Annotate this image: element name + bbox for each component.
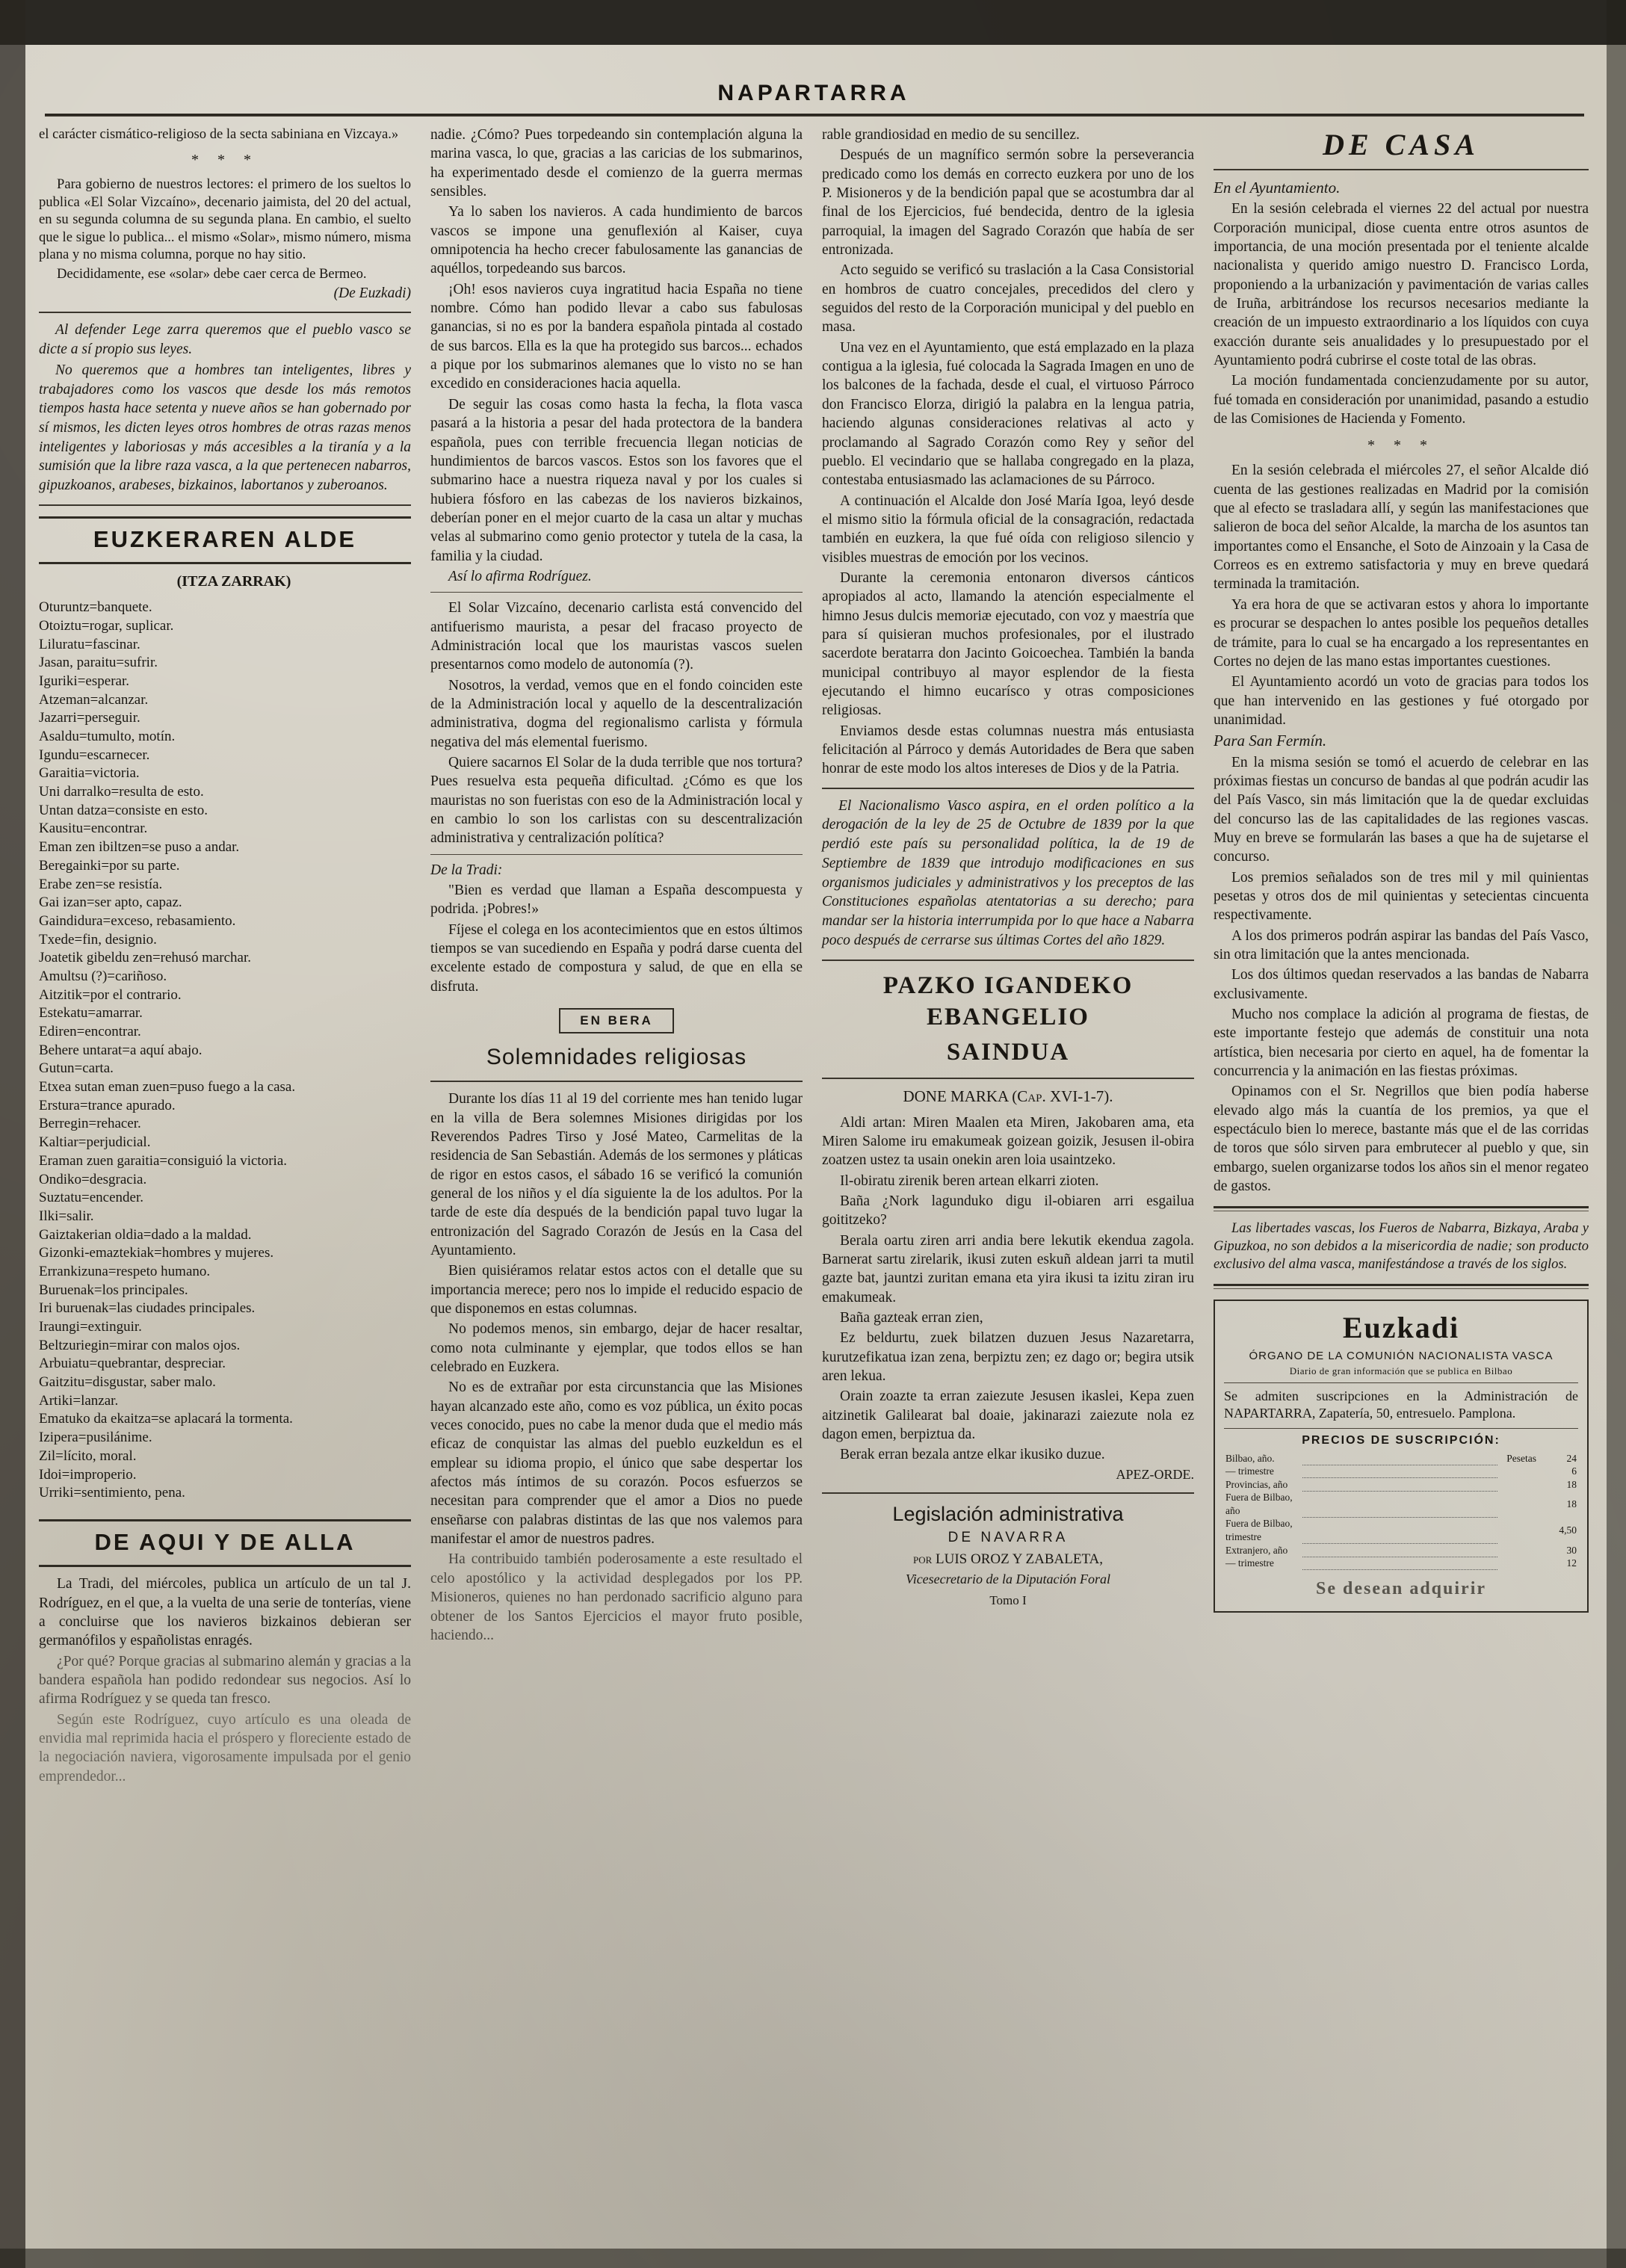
legislacion-tomo: Tomo I	[989, 1592, 1027, 1607]
col4-subhead-ayuntamiento: En el Ayuntamiento.	[1214, 179, 1341, 197]
price-value: 24	[1566, 1452, 1577, 1464]
price-spacer	[1497, 1478, 1538, 1492]
glossary-item: Untan datza=consiste en esto.	[39, 802, 208, 818]
price-spacer	[1497, 1465, 1538, 1478]
col4-paragraph-11: Opinamos con el Sr. Negrillos que bien podía haberse elevado algo más la cuantía de los premios, ya que el espectáculo bien lo merece, bastante más que el de las corridas de toros que sólo sirven para embrutecer al pueblo y que, sin embargo, suelen organizarse todos los años sin el menor regateo de gastos.	[1214, 1084, 1589, 1195]
scan-edge-right	[1607, 0, 1626, 2268]
glossary-item: Suztatu=encender.	[39, 1190, 143, 1206]
col3-paragraph-6: Durante la ceremonia entonaron diversos cánticos apropiados al acto, llamando la atención especialmente el himno Jesus dulcis memoriæ ejecutado, con voz y maestría que para sí quisieran muchos profesionales, por el ilustrado sacerdote beratarra don Jacinto Goicoechea. También la banda municipal contribuyo al mayor esplendor de la fiesta ejecutando el himno eucarísco y otras composiciones religiosas.	[822, 569, 1194, 719]
col2-article-paragraph-3: No podemos menos, sin embargo, dejar de hacer resaltar, como nota culminante y ejemplar, que todos ellos se han celebrado en Euzkera.	[430, 1321, 803, 1376]
col3-evangelio-verse-4: Berala oartu ziren arri andia bere lekutik ekendua zagola. Barnerat sartu zirelarik, ikusi zuten eskuñ aldean jarri ta mutil gazte bat, jauntzi zuritan emana eta yira ikusi ta izitu ziran iru emakumeak.	[822, 1232, 1194, 1306]
col4-divider-3	[1214, 1284, 1589, 1289]
advertisement-euzkadi[interactable]	[1214, 1300, 1589, 1613]
price-value: 18	[1566, 1478, 1577, 1490]
col2-paragraph-4: De seguir las cosas como hasta la fecha, la flota vasca pasará a la historia a pesar del hada protectora de la bandera española, pues con terrible frecuencia llegan noticias de hundimientos de barcos vascos. Estos son los favores que el submarino hace a nuestra riqueza naval y por los cuales si hubiera fósforo en las cabezas de los navieros bizkainos, deberían poner en el mejor cuarto de la casa un altar y muchas velas al submarino como genio protector y tutela de la casa, la familia y la ciudad.	[430, 396, 803, 564]
headline-de-casa: DE CASA	[1323, 128, 1480, 161]
glossary-item: Amultsu (?)=cariñoso.	[39, 968, 167, 984]
price-value: 12	[1566, 1557, 1577, 1569]
glossary-item: Urriki=sentimiento, pena.	[39, 1485, 185, 1501]
col4-motto: Las libertades vascas, los Fueros de Nabarra, Bizkaya, Araba y Gipuzkoa, no son debidos a la misericordia de nadie; son producto exclusivo del alma vasca, manifestándose a través de los siglos.	[1214, 1221, 1589, 1272]
col4-paragraph-6: En la misma sesión se tomó el acuerdo de celebrar en las próximas fiestas un concurso de bandas al que podrán acudir las del País Vasco, sin más limitación que la de quedar excluidas del concurso las de las capitalidades de las regiones vascas. Muy en breve se formularán las bases a que ha de sujetarse el concurso.	[1214, 754, 1589, 865]
glossary-item: Atzeman=alcanzar.	[39, 691, 149, 708]
col2-paragraph-2: Ya lo saben los navieros. A cada hundimiento de barcos vascos se impone una genuflexión al Kaiser, cuya omnipotencia ha hecho crecer fabulosamente las ganancias de aquéllos, torpedeando sus barcos.	[430, 204, 803, 277]
legislacion-subtitle: DE NAVARRA	[948, 1530, 1069, 1546]
glossary-item: Aitzitik=por el contrario.	[39, 986, 182, 1003]
headline-solemnidades-religiosas: Solemnidades religiosas	[486, 1045, 747, 1070]
col3-paragraph-7: Enviamos desde estas columnas nuestra más entusiasta felicitación al Párroco y demás Autoridades de Bera que saben honrar de este modo los altos intereses de Dios y de la Patria.	[822, 723, 1194, 777]
glossary-item: Gizonki-emaztekiak=hombres y mujeres.	[39, 1245, 274, 1261]
section-subtitle-itza-zarrak: (ITZA ZARRAK)	[176, 573, 291, 590]
col3-paragraph-4: Una vez en el Ayuntamiento, que está emplazado en la plaza contigua a la iglesia, fué colocada la Sagrada Imagen en uno de los balcones de la fachada, desde el cual, el virtuoso Párroco don Francisco Elorza, dirigió la palabra en la lengua patria, haciendo algunas consideraciones relativas al acto y proclamando al Sagrado Corazón como Rey y señor del pueblo. El vecindario que se hallaba congregado en la plaza, contestaba entusiasmado las aclamaciones de su Párroco.	[822, 339, 1194, 489]
price-value: 6	[1571, 1465, 1577, 1477]
col4-paragraph-7: Los premios señalados son de tres mil y mil quinientas pesetas y otros dos de mil quinientas y setecientas cincuenta respectivamente.	[1214, 869, 1589, 924]
glossary-item: Zil=lícito, moral.	[39, 1447, 137, 1464]
glossary-item: Erabe zen=se resistía.	[39, 876, 163, 892]
glossary-item: Iri buruenak=las ciudades principales.	[39, 1300, 256, 1317]
glossary-item: Buruenak=los principales.	[39, 1282, 188, 1298]
col3-paragraph-5: A continuación el Alcalde don José María Igoa, leyó desde el mismo sitio la fórmula oficial de la consagración, redactada también en euzkera, la que fué oída con religioso silencio y visibles muestras de emoción por los vecinos.	[822, 492, 1194, 566]
table-row	[1224, 1544, 1578, 1557]
col2-paragraph-3: ¡Oh! esos navieros cuya ingratitud hacia España no tiene nombre. Cómo han podido llevar a cabo sus fabulosas ganancias, si no es por la bandera española pintada al costado de sus barcos. Ella es la que ha protegido sus barcos... echados a pique por los submarinos alemanes que lo visto no se han excedido en consideraciones hacia aquella.	[430, 281, 803, 392]
glossary-item: Berregin=rehacer.	[39, 1116, 141, 1132]
col2-paragraph-8: Quiere sacarnos El Solar de la duda terrible que nos tortura? Pues resuelva esta pequeña dificultad. ¿Cómo es que los mauristas no son fueristas con eso de la Administración local y en cambio lo son los carlistas con su descentralización administrativa y centralización política?	[430, 755, 803, 847]
glossary-item: Arbuiatu=quebrantar, despreciar.	[39, 1356, 226, 1372]
glossary-item: Iraungi=extinguir.	[39, 1319, 142, 1335]
scan-edge-top	[0, 0, 1626, 45]
headline-legislacion-administrativa: Legislación administrativa	[892, 1503, 1124, 1526]
col2-divider-2	[430, 854, 803, 855]
column-2	[430, 126, 803, 1646]
column-1	[39, 126, 411, 1787]
price-label: — trimestre	[1225, 1465, 1274, 1477]
glossary-item: Iguriki=esperar.	[39, 673, 129, 689]
col2-article-paragraph-1: Durante los días 11 al 19 del corriente mes han tenido lugar en la villa de Bera solemnes Misiones dirigidas por los Reverendos Padres Tirso y José Mateo, Carmelitas de la residencia de San Sebastián. Además de los sermones y pláticas de rigor en estos casos, el sábado 16 se verificó la comunión general de los niños y el día siguiente la de los adultos. Por la tarde de este día después de la bendición papal tuvo lugar la entronización del Sagrado Corazón de Jesús en la Casa del Ayuntamiento.	[430, 1091, 803, 1258]
col4-paragraph-8: A los dos primeros podrán aspirar las bandas del País Vasco, sin otra limitación que la antes mencionada.	[1214, 927, 1589, 962]
ad-subtitle-organo: ÓRGANO DE LA COMUNIÓN NACIONALISTA VASCA	[1249, 1350, 1554, 1363]
glossary-item: Eraman zuen garaitia=consiguió la victoria.	[39, 1152, 287, 1169]
col1-quote-line-1: Al defender Lege zarra queremos que el pueblo vasco se dicte a sí propio sus leyes.	[39, 322, 411, 358]
price-label: Fuera de Bilbao, trimestre	[1225, 1518, 1293, 1542]
glossary-item: Artiki=lanzar.	[39, 1392, 119, 1409]
col1-s2-paragraph-1: La Tradi, del miércoles, publica un artículo de un tal J. Rodríguez, en el que, a la vuelta de una serie de tonterías, viene a concluirse que los navieros bizkainos debieran ser germanófilos y españolistas enragés.	[39, 1576, 411, 1649]
col3-evangelio-verse-2: Il-obiratu zirenik beren artean elkarri zioten.	[840, 1172, 1099, 1189]
col3-evangelio-verse-7: Orain zoazte ta erran zaiezute Jesusen ikaslei, Kepa zuen aitzinetik Galilearat bal doaie, jakinarazi zaiezute nola ez dagon emen, berpiztua da.	[822, 1388, 1194, 1443]
glossary-item: Gaitzitu=disgustar, saber malo.	[39, 1374, 216, 1391]
price-spacer	[1497, 1557, 1538, 1570]
glossary-item: Ediren=encontrar.	[39, 1024, 141, 1040]
price-dots	[1302, 1517, 1497, 1543]
glossary-item: Gai izan=ser apto, capaz.	[39, 894, 182, 911]
glossary-item: Eman zen ibiltzen=se puso a andar.	[39, 839, 240, 856]
col3-signature-apez-orde: APEZ-ORDE.	[1116, 1466, 1194, 1482]
col2-paragraph-10: "Bien es verdad que llaman a España descompuesta y podrida. ¡Pobres!»	[430, 883, 803, 918]
glossary-item: Igundu=escarnecer.	[39, 747, 150, 763]
col3-quote-block	[822, 788, 1194, 961]
col4-paragraph-5: El Ayuntamiento acordó un voto de gracias para todos los que han intervenido en las gestiones y fué otorgado por unanimidad.	[1214, 674, 1589, 728]
col2-paragraph-5: Así lo afirma Rodríguez.	[448, 568, 592, 584]
headline-saindua: SAINDUA	[946, 1039, 1070, 1066]
price-label: Provincias, año	[1225, 1478, 1288, 1490]
glossary-item: Gaiztakerian oldia=dado a la maldad.	[39, 1226, 252, 1243]
evangelio-reference: DONE MARKA (Cap. XVI-1-7).	[903, 1087, 1113, 1106]
section-title-de-aqui-y-de-alla: DE AQUI Y DE ALLA	[39, 1519, 411, 1567]
glossary-item: Txede=fin, designio.	[39, 931, 157, 948]
glossary-item: Otoiztu=rogar, suplicar.	[39, 617, 174, 634]
glossary-item: Erstura=trance apurado.	[39, 1097, 176, 1113]
glossary-item: Asaldu=tumulto, motín.	[39, 729, 176, 745]
glossary-item: Behere untarat=a aquí abajo.	[39, 1042, 203, 1058]
col1-paragraph-2: Decididamente, ese «solar» debe caer cerca de Bermeo.	[57, 265, 367, 282]
glossary-item: Ondiko=desgracia.	[39, 1171, 147, 1187]
ad-footer-text: Se desean adquirir	[1315, 1579, 1487, 1599]
price-dots	[1302, 1452, 1497, 1465]
col3-paragraph-3: Acto seguido se verificó su traslación a la Casa Consistorial en hombros de cuatro concejales, precedidos del clero y seguidos del resto de la Corporación municipal y del pueblo en masa.	[822, 262, 1194, 336]
table-row	[1224, 1557, 1578, 1570]
price-value: 4,50	[1559, 1524, 1577, 1536]
col4-paragraph-3: En la sesión celebrada el miércoles 27, el señor Alcalde dió cuenta de las gestiones realizadas en Madrid por la comisión que al efecto se trasladara allí, y según las manifestaciones que salieron de boca del señor Alcalde, la marcha de los asuntos tan importantes como el Ensanche, el Soto de Ainzoain y la Casa de Correos es en extremo satisfactoria y muy en breve quedará terminada la tramitación.	[1214, 463, 1589, 593]
col1-s2-paragraph-3: Según este Rodríguez, cuyo artículo es una oleada de envidia mal reprimida hacia el próspero y floreciente estado de la negociación naviera, vigorosamente impulsada por el genio emprendedor...	[39, 1711, 411, 1785]
section-title-euzkeraren-alde: EUZKERAREN ALDE	[39, 516, 411, 564]
glossary-list	[39, 599, 411, 1503]
table-row	[1224, 1478, 1578, 1492]
headline-pazko-igandeko-ebangelio: PAZKO IGANDEKO EBANGELIO	[882, 971, 1134, 1031]
col4-paragraph-10: Mucho nos complace la adición al programa de fiestas, de este importante festejo que además de constituir una nota artística, bien necesaria por cierto en aquel, ha de fomentar la concurrencia y la animación en las fiestas próximas.	[1214, 1007, 1589, 1080]
col2-article-paragraph-5: Ha contribuido también poderosamente a este resultado el celo apostólico y la actividad desplegados por los PP. Misioneros, quienes no han perdonado sacrificio alguno para obtener de los Santos Ejercicios el mayor fruto posible, haciendo...	[430, 1551, 803, 1643]
price-label: — trimestre	[1225, 1557, 1274, 1569]
column-3	[822, 126, 1194, 1609]
glossary-item: Joatetik gibeldu zen=rehusó marchar.	[39, 950, 252, 966]
col1-quote-line-2: No queremos que a hombres tan inteligentes, libres y trabajadores como los vascos que desde los más remotos tiempos hasta hace setenta y nueve años se han gobernado por sí mismos, les dicten leyes otros hombres de otras razas menos inteligentes y laboriosas y más accesibles a la tiranía y a la sumisión que la libre raza vasca, a la que pertenecen nabarros, gipuzkoanos, arabeses, bizkainos, labortanos y zuberoanos.	[39, 362, 411, 494]
col1-signature: (De Euzkadi)	[333, 285, 411, 301]
price-header-unit: Pesetas	[1506, 1452, 1536, 1464]
col2-article-paragraph-2: Bien quisiéramos relatar estos actos con el detalle que su importancia merece; pero nos lo impide el reducido espacio de que disponemos en estas columnas.	[430, 1263, 803, 1317]
price-dots	[1302, 1465, 1497, 1478]
kicker-en-bera: EN BERA	[559, 1008, 674, 1033]
col2-paragraph-1: nadie. ¿Cómo? Pues torpedeando sin contemplación alguna la marina vasca, lo que, gracias a las caricias de los submarinos, ha experimentado desde el comienzo de la guerra mermas sensibles.	[430, 127, 803, 200]
col3-divider-1	[822, 1078, 1194, 1079]
col4-paragraph-2: La moción fundamentada concienzudamente por su autor, fué tomada en consideración por unanimidad, pasando a estudio de las Comisiones de Hacienda y Fomento.	[1214, 373, 1589, 427]
price-dots	[1302, 1557, 1497, 1570]
price-value: 30	[1566, 1544, 1577, 1556]
glossary-item: Ematuko da ekaitza=se aplacará la tormenta.	[39, 1411, 293, 1427]
col3-divider-2	[822, 1492, 1194, 1494]
glossary-item: Gutun=carta.	[39, 1060, 114, 1077]
glossary-item: Beltzuriegin=mirar con malos ojos.	[39, 1337, 241, 1353]
col1-quote-block	[39, 312, 411, 506]
table-row	[1224, 1491, 1578, 1517]
glossary-item: Jazarri=perseguir.	[39, 710, 140, 726]
price-label: Fuera de Bilbao, año	[1225, 1492, 1293, 1516]
column-4	[1214, 126, 1589, 1613]
col2-divider-1	[430, 592, 803, 593]
col2-paragraph-9: De la Tradi:	[430, 862, 503, 878]
price-value: 18	[1566, 1498, 1577, 1510]
col3-evangelio-verse-1: Aldi artan: Miren Maalen eta Miren, Jakobaren ama, eta Miren Salome iru emakumeak goizean goizik, Jesusen il-obira zoatzen ustez ta usain onekin aren loia usaintzeko.	[822, 1114, 1194, 1169]
col1-s2-paragraph-2: ¿Por qué? Porque gracias al submarino alemán y gracias a la bandera española han podido redondear sus negocios. Así lo afirma Rodríguez y se queda tan fresco.	[39, 1653, 411, 1708]
col4-paragraph-4: Ya era hora de que se activaran estos y ahora lo importante es procurar se despachen lo antes posible los pequeños detalles de trámite, para lo cual se ha encargado a los representantes en Cortes no dejen de las mano estas importantes cuestiones.	[1214, 596, 1589, 670]
glossary-item: Garaitia=victoria.	[39, 765, 140, 782]
price-spacer	[1497, 1491, 1538, 1517]
legislacion-author-role: Vicesecretario de la Diputación Foral	[906, 1571, 1110, 1586]
col2-paragraph-11: Fíjese el colega en los acontecimientos que en estos últimos tiempos se van sucediendo en España y podrá darse cuenta del excelente estado de compostura y salud, de que en ella se disfruta.	[430, 921, 803, 995]
col1-lead: el carácter cismático-religioso de la secta sabiniana en Vizcaya.»	[39, 126, 399, 142]
scan-edge-bottom	[0, 2249, 1626, 2268]
scan-edge-left	[0, 0, 25, 2268]
glossary-item: Liluratu=fascinar.	[39, 636, 140, 652]
col4-subhead-san-fermin: Para San Fermín.	[1214, 732, 1327, 750]
glossary-item: Kaltiar=perjudicial.	[39, 1134, 151, 1151]
table-row	[1224, 1465, 1578, 1478]
col4-divider-2	[1214, 1206, 1589, 1211]
table-row	[1224, 1517, 1578, 1543]
col3-evangelio-verse-8: Berak erran bezala antze elkar ikusiko duzue.	[840, 1447, 1105, 1463]
glossary-item: Estekatu=amarrar.	[39, 1005, 143, 1022]
price-spacer	[1497, 1544, 1538, 1557]
price-label: Bilbao, año.	[1225, 1452, 1275, 1464]
col3-evangelio-verse-3: Baña ¿Nork lagunduko digu il-obiaren arri esgailua goititzeko?	[822, 1193, 1194, 1229]
columns-container	[39, 126, 1589, 2248]
col1-paragraph-1: Para gobierno de nuestros lectores: el primero de los sueltos lo publica «El Solar Vizcaíno», decenario jaimista, del 20 del actual, en su segunda columna de su segunda plana. En cambio, el suelto que le sigue lo publica... el mismo «Solar», mismo número, misma plana y no misma columna, porque no hay sitio.	[39, 176, 411, 263]
legislacion-author: por LUIS OROZ Y ZABALETA,	[912, 1551, 1104, 1567]
col4-paragraph-9: Los dos últimos quedan reservados a las bandas de Nabarra exclusivamente.	[1214, 967, 1589, 1002]
col4-divider-1	[1214, 169, 1589, 170]
ad-body-text: Se admiten suscripciones en la Administración de NAPARTARRA, Zapatería, 50, entresuelo. Pamplona.	[1224, 1388, 1578, 1421]
glossary-item: Idoi=improperio.	[39, 1466, 137, 1483]
price-dots	[1302, 1491, 1497, 1517]
ad-title: Euzkadi	[1342, 1311, 1460, 1345]
glossary-item: Kausitu=encontrar.	[39, 821, 148, 837]
glossary-item: Etxea sutan eman zuen=puso fuego a la casa.	[39, 1079, 296, 1096]
ad-subtitle-diario: Diario de gran información que se publica en Bilbao	[1224, 1365, 1578, 1383]
glossary-item: Errankizuna=respeto humano.	[39, 1263, 211, 1279]
ad-prices-title: PRECIOS DE SUSCRIPCIÓN:	[1224, 1428, 1578, 1449]
table-row	[1224, 1452, 1578, 1465]
glossary-item: Izipera=pusilánime.	[39, 1430, 152, 1446]
col2-paragraph-7: Nosotros, la verdad, vemos que en el fondo coinciden este de la Administración local y aquello de la descentralización administrativa, dogma del regionalismo carlista y fórmula negativa del más elemental fuerismo.	[430, 677, 803, 750]
glossary-item: Uni darralko=resulta de esto.	[39, 784, 204, 800]
masthead-rule	[45, 114, 1584, 117]
col4-stars: * * *	[1367, 437, 1435, 454]
glossary-item: Beregainki=por su parte.	[39, 857, 180, 874]
price-dots	[1302, 1478, 1497, 1492]
col4-paragraph-1: En la sesión celebrada el viernes 22 del actual por nuestra Corporación municipal, diose cuenta entre otros asuntos de importancia, de una moción presentada por el teniente alcalde nacionalista y querido amigo nuestro D. Francisco Lorda, proponiendo a la urbanización y pavimentación de varias calles de Iruña, arbitrándose los recursos necesarios mediante la creación de un impuesto extraordinario a los líquidos con cuya exacción durante seis anualidades y lo presupuestado por el Ayuntamiento podrá cubrirse el coste total de las obras.	[1214, 201, 1589, 369]
col2-paragraph-6: El Solar Vizcaíno, decenario carlista está convencido del antifuerismo maurista, a pesar del fracaso proyecto de Administración local que los mauristas vascos suelen presentarnos como modelo de autonomía (?).	[430, 600, 803, 673]
col3-paragraph-1: rable grandiosidad en medio de su sencillez.	[822, 127, 1080, 143]
price-label: Extranjero, año	[1225, 1544, 1288, 1556]
col2-divider-3	[430, 1081, 803, 1082]
glossary-item: Jasan, paraitu=sufrir.	[39, 655, 158, 671]
col3-paragraph-2: Después de un magnífico sermón sobre la perseverancia predicado como los demás en correcto euzkera por uno de los P. Misioneros y de la bendición papal que se acostumbra dar al final de los Ejercicios, fué bendecida, dentro de la iglesia parroquial, la imagen del Sagrado Corazón que había de ser entronizada.	[822, 147, 1194, 259]
ad-prices-table	[1224, 1452, 1578, 1570]
glossary-item: Gaindidura=exceso, rebasamiento.	[39, 912, 236, 929]
col3-evangelio-verse-5: Baña gazteak erran zien,	[840, 1309, 983, 1326]
masthead-title: NAPARTARRA	[717, 81, 910, 105]
price-dots	[1302, 1544, 1497, 1557]
col3-quote-text: El Nacionalismo Vasco aspira, en el orden político a la derogación de la ley de 25 de Octubre de 1839 por la que perdió este país su personalidad política, la de 19 de Septiembre de 1839 que introdujo modificaciones en sus organismos judiciales y administrativos y los preceptos de las Constituciones españolas atentatorias a su derecho; para mandar ser la historia interrumpida por lo que hace a Nabarra poco después de cerrarse sus últimas Cortes del año 1829.	[822, 797, 1194, 948]
glossary-item: Ilki=salir.	[39, 1208, 94, 1224]
glossary-item: Oturuntz=banquete.	[39, 599, 152, 616]
col2-article-paragraph-4: No es de extrañar por esta circunstancia que las Misiones hayan alcanzado este año, como es voz pública, un éxito pocas veces conocido, pues no cabe la menor duda que el medio más eficaz de conquistar las almas del pueblo euzkeldun es el emplear su idioma propio, el único que sabe despertar los afectos más íntimos de su corazón. Pocos esfuerzos se necesitan para comprender que el amor a Dios no puede enseñarse con palabras distintas de las que nos valemos para manifestar el amor de nuestros padres.	[430, 1379, 803, 1548]
col3-evangelio-verse-6: Ez beldurtu, zuek bilatzen duzuen Jesus Nazaretarra, kurutzefikatua izan zena, berpiztu zen; ez dago or; begira utsik aren lekua.	[822, 1330, 1194, 1384]
price-spacer	[1497, 1517, 1538, 1543]
col1-stars: * * *	[191, 152, 259, 169]
